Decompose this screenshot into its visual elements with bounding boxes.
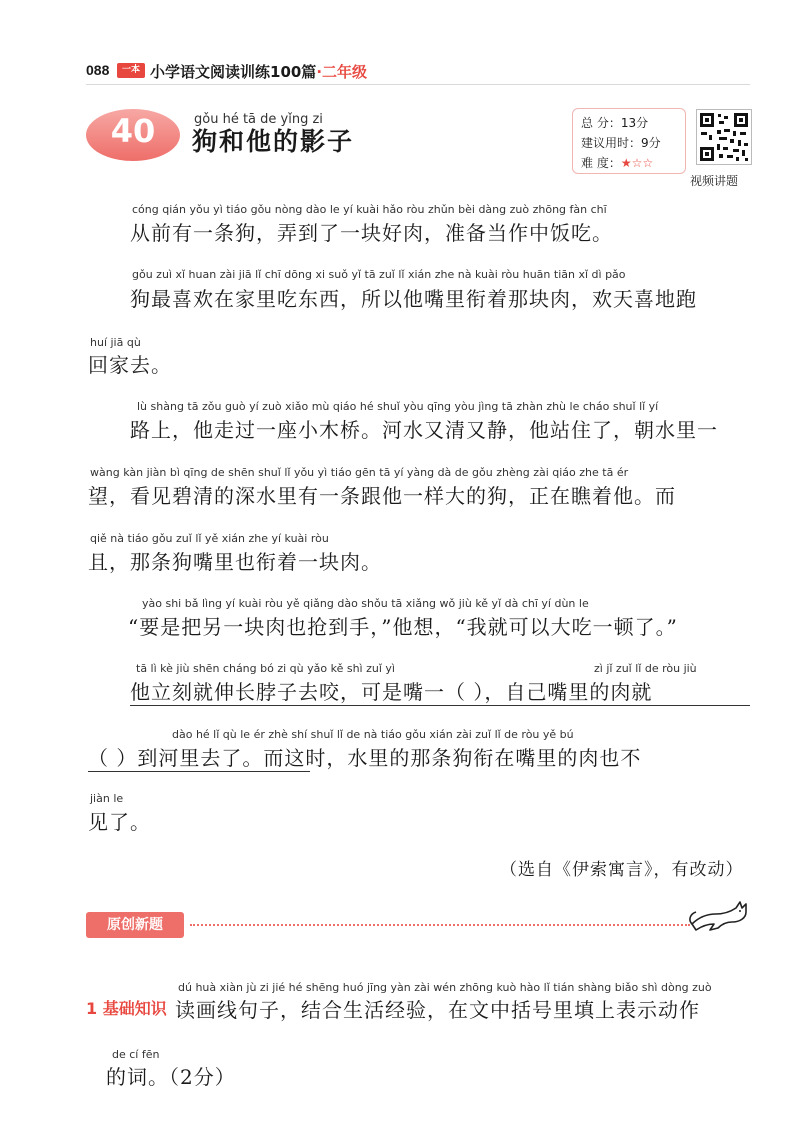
passage-line-10: 见了。 xyxy=(88,810,151,834)
series-title xyxy=(150,61,367,82)
total-score: 总 分：13分 xyxy=(581,116,649,130)
qr-code-graphic xyxy=(697,110,751,164)
suggested-time: 建议用时：9分 xyxy=(581,136,661,150)
passage-pinyin-5: wàng kàn jiàn bì qīng de shēn shuǐ lǐ yǒu yì tiáo gēn tā yí yàng dà de gǒu zhèng zài qiáo zhe tā ér xyxy=(90,466,629,479)
section-dotted-line xyxy=(190,924,690,926)
underline-line-8 xyxy=(130,705,750,706)
question-category: 基础知识 xyxy=(102,999,167,1018)
source-note: （选自《伊索寓言》，有改动） xyxy=(500,860,744,880)
jumping-cat-icon xyxy=(688,894,752,934)
passage-pinyin-7: yào shi bǎ lìng yí kuài ròu yě qiǎng dào shǒu tā xiǎng wǒ jiù kě yǐ dà chī yí dùn le xyxy=(142,597,589,610)
blank-2-input[interactable] xyxy=(100,742,156,766)
passage-pinyin-8b: zì jǐ zuǐ lǐ de ròu jiù xyxy=(594,662,697,675)
passage-pinyin-10: jiàn le xyxy=(90,792,124,805)
blank-1-input[interactable] xyxy=(488,676,544,700)
passage-pinyin-8a: tā lì kè jiù shēn cháng bó zi qù yǎo kě shì zuǐ yì xyxy=(136,662,395,675)
lesson-number: 40 xyxy=(110,112,156,150)
lesson-title-pinyin: gǒu hé tā de yǐng zi xyxy=(194,112,323,127)
section-label-original-question: 原创新题 xyxy=(86,912,184,938)
question-text-2: 的词。（2分） xyxy=(106,1065,236,1089)
passage-pinyin-4: lù shàng tā zǒu guò yí zuò xiǎo mù qiáo hé shuǐ yòu qīng yòu jìng tā zhàn zhù le cháo shuǐ lǐ yí xyxy=(137,400,659,413)
passage-line-8: 他立刻就伸长脖子去咬，可是嘴一（ ），自己嘴里的肉就 xyxy=(130,680,653,704)
lesson-title: 狗和他的影子 xyxy=(192,127,355,156)
question-index: 1 xyxy=(86,999,98,1018)
passage-line-2: 狗最喜欢在家里吃东西，所以他嘴里衔着那块肉，欢天喜地跑 xyxy=(130,287,697,311)
header-divider xyxy=(86,84,750,85)
passage-line-5: 望，看见碧清的深水里有一条跟他一样大的狗，正在瞧着他。而 xyxy=(88,484,676,508)
passage-line-6: 且，那条狗嘴里也衔着一块肉。 xyxy=(88,550,382,574)
difficulty-label: 难 度： xyxy=(581,156,621,170)
series-grade: ·二年级 xyxy=(316,63,368,81)
video-explanation-label: 视频讲题 xyxy=(690,174,739,188)
qr-code-icon[interactable] xyxy=(696,109,752,165)
page-number: 088 xyxy=(86,62,110,78)
passage-line-4: 路上，他走过一座小木桥。河水又清又静，他站住了，朝水里一 xyxy=(130,418,718,442)
question-number xyxy=(86,996,167,1019)
passage-line-7: “要是把另一块肉也抢到手，”他想，“我就可以大吃一顿了。” xyxy=(128,615,678,639)
passage-line-1: 从前有一条狗，弄到了一块好肉，准备当作中饭吃。 xyxy=(130,221,613,245)
passage-pinyin-6: qiě nà tiáo gǒu zuǐ lǐ yě xián zhe yí kuài ròu xyxy=(90,532,329,545)
difficulty-stars: ★☆☆ xyxy=(620,156,654,170)
question-pinyin-1: dú huà xiàn jù zi jié hé shēng huó jīng yàn zài wén zhōng kuò hào lǐ tián shàng biǎo shì dòng zuò xyxy=(178,981,712,994)
difficulty xyxy=(581,154,653,171)
question-text-1: 读画线句子，结合生活经验，在文中括号里填上表示动作 xyxy=(175,998,700,1022)
passage-pinyin-2: gǒu zuì xǐ huan zài jiā lǐ chī dōng xi suǒ yǐ tā zuǐ lǐ xián zhe nà kuài ròu huān tiān xǐ dì pǎo xyxy=(132,268,626,281)
series-logo: 一本 xyxy=(117,63,145,78)
series-title-text: 小学语文阅读训练100篇 xyxy=(150,63,317,81)
passage-pinyin-9: dào hé lǐ qù le ér zhè shí shuǐ lǐ de nà tiáo gǒu xián zài zuǐ lǐ de ròu yě bú xyxy=(172,728,574,741)
passage-pinyin-3: huí jiā qù xyxy=(90,336,141,349)
underline-line-9 xyxy=(88,771,310,772)
passage-line-9: （ ）到河里去了。而这时，水里的那条狗衔在嘴里的肉也不 xyxy=(88,746,642,770)
passage-pinyin-1: cóng qián yǒu yì tiáo gǒu nòng dào le yí kuài hǎo ròu zhǔn bèi dàng zuò zhōng fàn chī xyxy=(132,203,607,216)
question-pinyin-2: de cí fēn xyxy=(112,1048,160,1061)
passage-line-3: 回家去。 xyxy=(88,353,172,377)
